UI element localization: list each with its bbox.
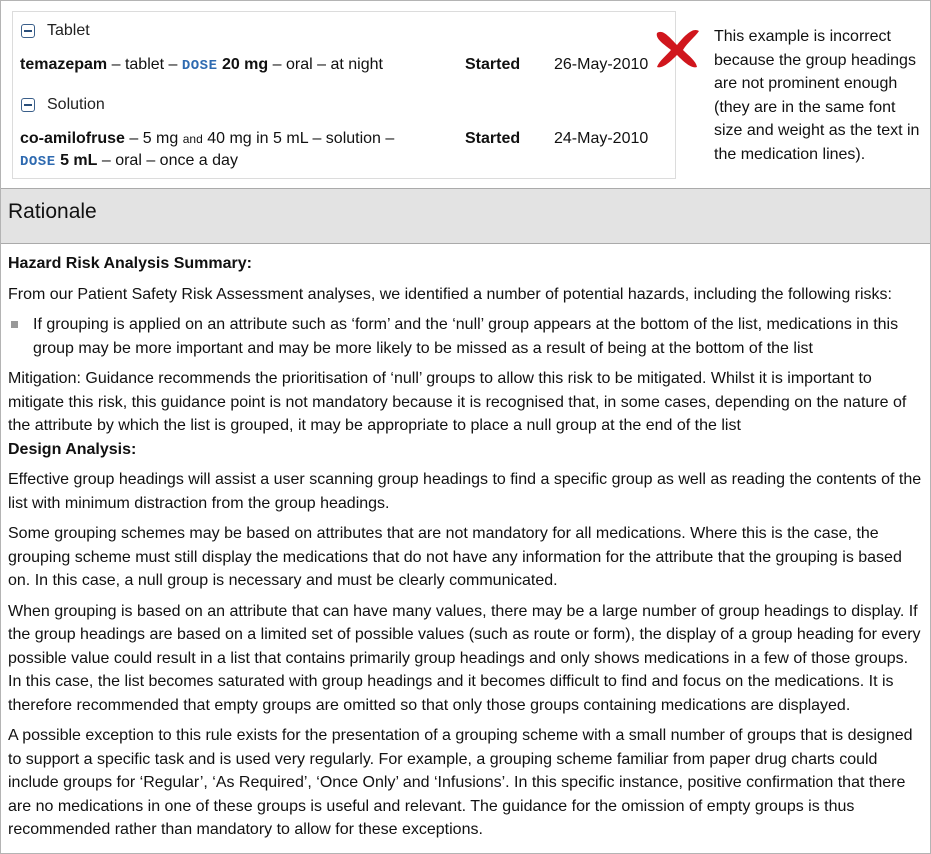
hazard-heading: Hazard Risk Analysis Summary: xyxy=(8,255,252,272)
design-paragraph: Effective group headings will assist a user scanning group headings to find a specific group as well as reading the contents of the list with minimum distraction from the group headings. xyxy=(8,471,922,512)
red-cross-icon xyxy=(651,23,703,71)
medication-name: co-amilofruse xyxy=(20,130,125,147)
medication-line-temazepam xyxy=(20,54,383,77)
medication-route-frequency: – oral – once a day xyxy=(97,152,238,169)
hazard-bullet-text: If grouping is applied on an attribute such as ‘form’ and the ‘null’ group appears at the bottom of the list, medications in this group may be more important and may be more likely to be missed as a result of being at the bottom of the list xyxy=(33,316,899,357)
medication-form: – tablet – xyxy=(107,56,182,73)
example-medication-list xyxy=(12,11,676,179)
group-heading-label: Tablet xyxy=(47,22,90,39)
dose-label: DOSE xyxy=(181,58,218,74)
medication-strength: – 5 mg xyxy=(124,130,183,147)
group-heading-label: Solution xyxy=(47,96,105,113)
status-label: Started xyxy=(465,130,521,147)
hazard-intro: From our Patient Safety Risk Assessment analyses, we identified a number of potential hazards, including the following risks: xyxy=(8,285,892,303)
rationale-header xyxy=(1,188,930,244)
dose-label: DOSE xyxy=(20,154,56,170)
dose-value: 20 mg xyxy=(221,56,269,73)
group-heading-solution[interactable] xyxy=(21,96,105,114)
strength-conjunction: and xyxy=(182,132,203,146)
mitigation-text: Mitigation: Guidance recommends the prioritisation of ‘null’ groups to allow this risk to be mitigated. Whilst it is important to mitigate this risk, this guidance point is not mandatory because it is recognised that, in some cases, depending on the nature of the attribute by which the list is grouped, it may be appropriate to place a null group at the end of the list xyxy=(8,370,907,434)
medication-route-frequency: – oral – at night xyxy=(268,56,383,73)
incorrect-example-note: This example is incorrect because the group headings are not prominent enough (they are in the same font size and weight as the text in the medication lines). xyxy=(714,28,920,163)
rationale-content xyxy=(8,252,923,849)
status-label: Started xyxy=(465,56,521,73)
dose-value: 5 mL xyxy=(60,152,98,169)
design-paragraph: When grouping is based on an attribute that can have many values, there may be a large number of group headings to display. If the group headings are based on a limited set of possible values (such as route or form), the display of a group heading for every possible value could result in a list that contains primarily group headings and only shows medications in a few of those groups. In this case, the list becomes saturated with group headings and it becomes difficult to find and focus on the medications. It is therefore recommended that empty groups are omitted so that only those groups containing medications are displayed. xyxy=(8,602,921,714)
collapse-icon[interactable] xyxy=(21,24,35,38)
medication-line-co-amilofruse xyxy=(20,128,394,173)
medication-name: temazepam xyxy=(20,56,108,73)
rationale-title: Rationale xyxy=(8,200,97,223)
design-paragraph: Some grouping schemes may be based on attributes that are not mandatory for all medications. Where this is the case, the grouping scheme must still display the medications that do not have any information for the attribute that the grouping is based on. In this case, a null group is necessary and must be clearly communicated. xyxy=(8,525,902,589)
bullet-icon xyxy=(11,321,18,328)
start-date: 26-May-2010 xyxy=(554,56,649,73)
design-heading: Design Analysis: xyxy=(8,440,137,458)
collapse-icon[interactable] xyxy=(21,98,35,112)
medication-strength-form: 40 mg in 5 mL – solution – xyxy=(202,130,395,147)
group-heading-tablet[interactable] xyxy=(21,22,90,40)
start-date: 24-May-2010 xyxy=(554,130,649,147)
design-paragraph: A possible exception to this rule exists for the presentation of a grouping scheme with a small number of groups that is designed to support a specific task and is used very regularly. For example, a grouping scheme familiar from paper drug charts could include groups for ‘Regular’, ‘As Required’, ‘Once Only’ and ‘Infusions’. In this specific instance, positive confirmation that there are no medications in one of these groups is useful and relevant. The guidance for the omission of empty groups is thus recommended rather than mandatory to allow for these exceptions. xyxy=(8,727,913,838)
hazard-bullet xyxy=(8,313,923,360)
